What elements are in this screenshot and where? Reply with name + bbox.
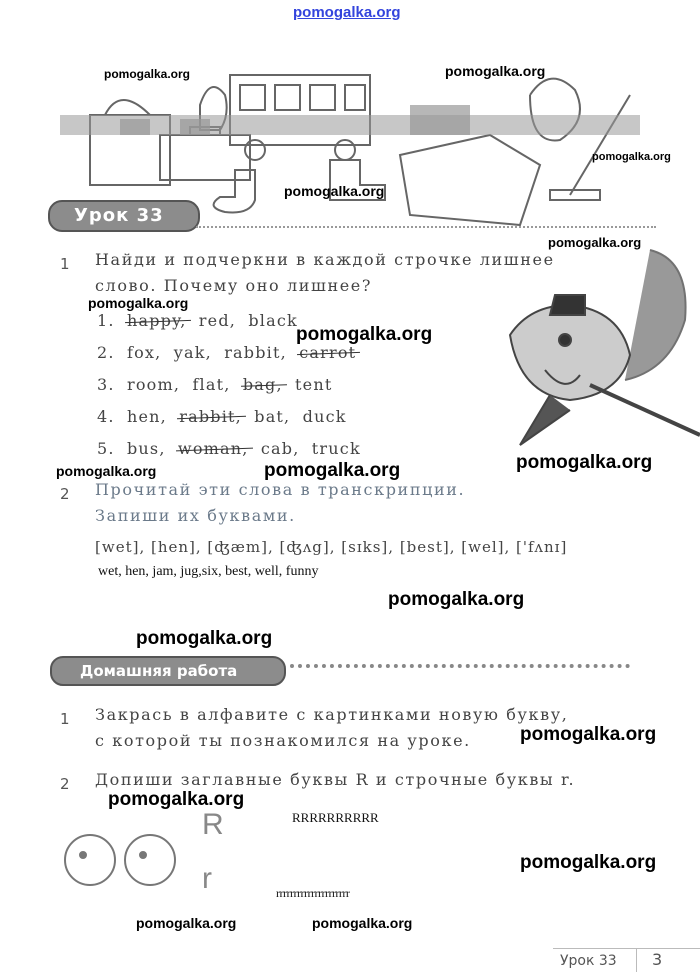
- task2-number: 2: [60, 485, 70, 503]
- task2-answer: wet, hen, jam, jug,six, best, well, funny: [98, 564, 319, 579]
- watermark: pomogalka.org: [136, 628, 273, 649]
- word: truck: [311, 439, 361, 458]
- task1-instruction-line1: Найди и подчеркни в каждой строчке лишнее: [95, 250, 555, 269]
- word: yak,: [173, 343, 212, 362]
- watermark: pomogalka.org: [56, 463, 157, 479]
- task2-instruction-line2: Запиши их буквами.: [95, 506, 296, 525]
- word: room,: [126, 375, 181, 394]
- watermark: pomogalka.org: [284, 183, 385, 199]
- watermark: pomogalka.org: [592, 151, 671, 163]
- birds-illustration: [55, 820, 185, 895]
- lesson-divider: [196, 226, 656, 228]
- task1-number: 1: [60, 255, 70, 273]
- row-number: 1.: [97, 311, 115, 330]
- page-number: 3: [652, 950, 663, 969]
- lesson-title: Урок 33: [74, 205, 164, 226]
- homework-title: Домашняя работа: [80, 662, 238, 680]
- word: black: [248, 311, 298, 330]
- watermark: pomogalka.org: [136, 915, 237, 931]
- word-struck: bag,: [242, 375, 283, 394]
- task1-row-4: [97, 407, 353, 426]
- bird-illustration: [490, 245, 700, 460]
- task2-instruction-line1: Прочитай эти слова в транскрипции.: [95, 480, 466, 499]
- hat-drawing: [550, 295, 585, 315]
- row-number: 3.: [97, 375, 115, 394]
- watermark: pomogalka.org: [520, 724, 657, 745]
- word: bat,: [254, 407, 291, 426]
- mop-drawing: [550, 95, 630, 200]
- word-struck: carrot: [299, 343, 357, 362]
- site-watermark-top[interactable]: pomogalka.org: [293, 4, 401, 21]
- hw-task1-number: 1: [60, 710, 70, 728]
- watermark: pomogalka.org: [108, 789, 245, 810]
- homework-dotted-line: [290, 664, 630, 668]
- footer-lesson: Урок 33: [560, 953, 617, 969]
- word-struck: woman,: [177, 439, 249, 458]
- sock-drawing: [214, 170, 255, 213]
- hw-task1-line1: Закрась в алфавите с картинками новую букву,: [95, 705, 569, 724]
- hw-task1-line2: с которой ты познакомился на уроке.: [95, 731, 471, 750]
- task1-row-3: [97, 375, 338, 394]
- word: fox,: [126, 343, 162, 362]
- watermark: pomogalka.org: [312, 915, 413, 931]
- task1-row-5: [97, 439, 367, 458]
- watermark: pomogalka.org: [520, 852, 657, 873]
- watermark: pomogalka.org: [88, 295, 189, 311]
- lower-r-sample: r: [202, 862, 212, 895]
- word-struck: rabbit,: [179, 407, 242, 426]
- word: hen,: [126, 407, 167, 426]
- watermark: pomogalka.org: [516, 452, 653, 473]
- word: duck: [302, 407, 347, 426]
- row-number: 5.: [97, 439, 115, 458]
- hw-task2-number: 2: [60, 775, 70, 793]
- upper-r-written: RRRRRRRRRR: [292, 810, 379, 825]
- homework-banner: [50, 656, 286, 686]
- task1-instruction-line2: слово. Почему оно лишнее?: [95, 276, 373, 295]
- watermark: pomogalka.org: [445, 63, 546, 79]
- lower-r-written: rrrrrrrrrrrrrrrrrrrrr: [276, 886, 350, 900]
- watermark: pomogalka.org: [264, 460, 401, 481]
- task2-transcription: [wet], [hen], [ʤæm], [ʤʌg], [sɪks], [best], [wel], ['fʌnɪ]: [95, 538, 568, 556]
- word: flat,: [192, 375, 231, 394]
- lesson-banner: [48, 200, 200, 232]
- word: tent: [295, 375, 333, 394]
- row-number: 4.: [97, 407, 115, 426]
- map-drawing: [400, 135, 540, 225]
- word: red,: [198, 311, 237, 330]
- upper-r-sample: R: [202, 808, 224, 841]
- watermark: pomogalka.org: [104, 67, 191, 81]
- hw-task2-line1: Допиши заглавные буквы R и строчные буквы r.: [95, 770, 576, 789]
- bag-drawing: [90, 100, 170, 185]
- footer-separator: [636, 948, 637, 972]
- word: bus,: [126, 439, 166, 458]
- watermark: pomogalka.org: [388, 589, 525, 610]
- word: rabbit,: [224, 343, 287, 362]
- task1-row-1: [97, 311, 304, 330]
- word-struck: happy,: [126, 311, 187, 330]
- watermark: pomogalka.org: [296, 324, 433, 345]
- word: cab,: [260, 439, 300, 458]
- watermark: pomogalka.org: [548, 235, 642, 250]
- row-number: 2.: [97, 343, 115, 362]
